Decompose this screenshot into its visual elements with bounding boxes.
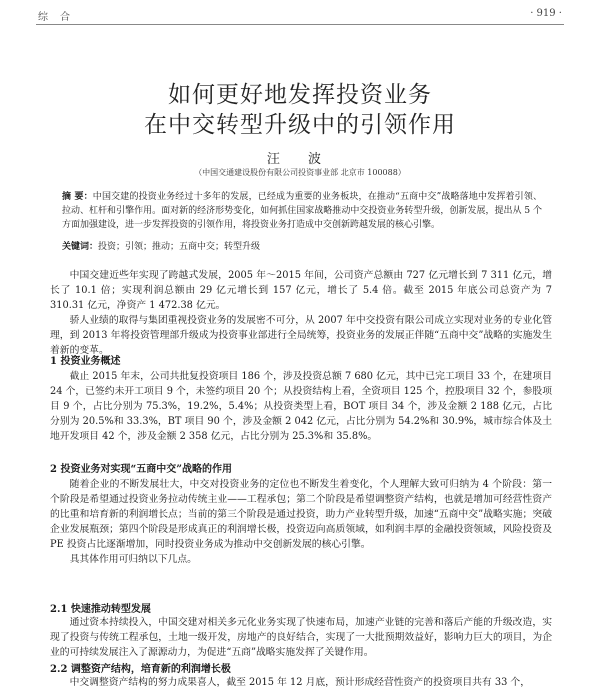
title-line-1: 如何更好地发挥投资业务 xyxy=(168,82,432,108)
page-number: · 919 · xyxy=(530,8,562,19)
subsection-2-2-heading: 2.2 调整资产结构，培育新的利润增长极 xyxy=(50,664,231,675)
section-2 xyxy=(50,477,552,567)
intro-paragraph-2: 骄人业绩的取得与集团重视投资业务的发展密不可分，从 2007 年中交投资有限公司成立实现对业务的专业化管理，到 2013 年将投资管理部升级成为投资事业部进行全局统筹，投资业务的发展正伴随“五商中交”战略的实施发生着新的变革。 xyxy=(50,315,552,356)
subsection-2-1-heading: 2.1 快速推动转型发展 xyxy=(50,604,151,615)
author: 汪 波 xyxy=(266,152,334,167)
running-header xyxy=(36,6,564,25)
section-1-paragraph: 截止 2015 年末，公司共批复投资项目 186 个，涉及投资总额 7 680 亿元，其中已完工项目 33 个，在建项目 24 个，已签约未开工项目 9 个，未签约项目 20 个；从投资结构上看，全资项目 125 个，控股项目 32 个，参股项目 9 个，占比分别为 75.3%，19.2%，5.4%；从投资类型上看，BOT 项目 34 个，涉及金额 2 188 亿元，占比分别为 20.5%和 33.3%，BT 项目 90 个，涉及金额 2 042 亿元，占比分别为 54.2%和 30.9%，城市综合体及土地开发项目 42 个，涉及金额 2 358 亿元，占比分别为 25.3%和 35.8%。 xyxy=(50,371,552,442)
intro xyxy=(50,268,552,358)
section-1-heading: 1 投资业务概述 xyxy=(50,356,121,367)
title-line-2: 在中交转型升级中的引领作用 xyxy=(144,112,456,138)
abstract-label: 摘 要： xyxy=(62,192,93,202)
article-title xyxy=(0,80,600,140)
intro-paragraph-1: 中国交建近些年实现了跨越式发展，2005 年～2015 年间，公司资产总额由 727 亿元增长到 7 311 亿元，增长了 10.1 倍；实现利润总额由 29 亿元增长到 157 亿元，增长了 5.4 倍。截至 2015 年底公司总资产为 7 310.31 亿元，净资产 1 472.38 亿元。 xyxy=(50,270,552,311)
subsection-2-2 xyxy=(50,675,552,690)
keywords-text: 投资；引领；推动；五商中交；转型升级 xyxy=(98,242,261,252)
section-2-heading: 2 投资业务对实现“五商中交”战略的作用 xyxy=(50,464,232,475)
section-2-paragraph-1: 随着企业的不断发展壮大，中交对投资业务的定位也不断发生着变化，个人理解大致可归纳为 4 个阶段：第一个阶段是希望通过投资业务拉动传统主业——工程承包；第二个阶段是希望调整资产结构，也就是增加可经营性资产的比重和培育新的利润增长点；当前的第三个阶段是通过投资，助力产业转型升级，加速“五商中交”战略实施；突破企业发展瓶颈；第四个阶段是形成真正的利润增长极，投资迈向高质领域，如利润丰厚的金融投资领域，风险投资及 PE 投资占比逐渐增加，同时投资业务成为推动中交创新发展的核心引擎。 xyxy=(50,479,552,550)
keywords-label: 关键词： xyxy=(62,242,99,252)
journal-section: 综合 xyxy=(38,12,82,23)
section-2-paragraph-2: 具其体作用可归纳以下几点。 xyxy=(69,554,197,565)
abstract xyxy=(62,190,542,232)
section-1 xyxy=(50,369,552,444)
subsection-2-1 xyxy=(50,615,552,660)
abstract-text: 中国交建的投资业务经过十多年的发展，已经成为重要的业务板块，在推动“五商中交”战略落地中发挥着引领、拉动、杠杆和引擎作用。面对新的经济形势变化，如何抓住国家战略推动中交投资业务转型升级，创新发展，提出从 5 个方面加强建设，进一步发挥投资的引领作用，将投资业务打造成中交创新跨越发展的核心引擎。 xyxy=(62,192,542,230)
affiliation: （中国交通建设股份有限公司投资事业部 北京市 100088） xyxy=(194,168,406,177)
subsection-2-2-paragraph: 中交调整资产结构的努力成果喜人，截至 2015 年 12 月底，预计形成经营性资产的投资项目共有 33 个， xyxy=(69,677,531,688)
keywords xyxy=(62,239,542,252)
subsection-2-1-paragraph: 通过资本持续投入，中国交建对相关多元化业务实现了快速布局，加速产业链的完善和落后产能的升级改造，实现了投资与传统工程承包，土地一级开发，房地产的良好结合，实现了一大批预期效益好，影响力巨大的项目，为企业的可持续发展注入了源源动力，为促进“五商”战略实施发挥了关键作用。 xyxy=(50,617,552,658)
